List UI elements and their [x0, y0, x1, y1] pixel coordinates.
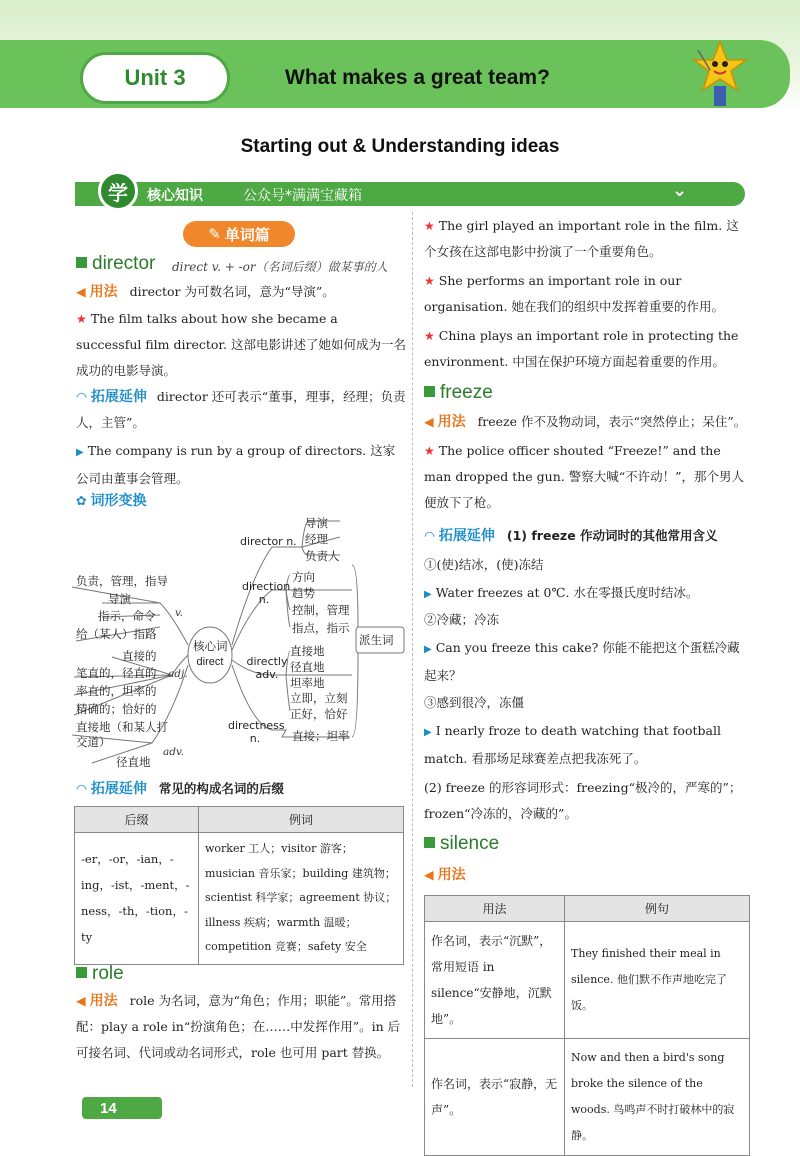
freeze-example-1: ★ The police officer shouted “Freeze!” and the man dropped the gun. 警察大喊“不许动！”，那个男人便放下了枪。	[424, 443, 745, 510]
mindmap-director-meaning: 导演	[305, 516, 328, 530]
freeze-meaning-3: ③感到很冷，冻僵	[424, 695, 525, 710]
mindmap-director-meaning: 负责人	[305, 549, 340, 563]
banner-label: 核心知识	[147, 188, 203, 204]
silence-usage-tag: ◀ 用法	[424, 867, 466, 883]
mindmap-direction-meaning: 指点，指示	[292, 621, 350, 635]
wifi-icon: ◠	[76, 389, 87, 404]
mindmap-v-meaning: 指示，命令	[98, 609, 156, 623]
banner-publisher: 公众号*满满宝藏箱	[243, 188, 362, 204]
table-header: 例词	[199, 807, 404, 833]
table-header: 后缀	[75, 807, 199, 833]
headword-freeze: freeze	[424, 382, 493, 404]
suffix-list: -er，-or，-ian，-ing，-ist，-ment，-ness，-th，-tion，-ty	[75, 833, 199, 965]
mindmap-directly-meaning: 径直地	[290, 660, 325, 674]
mindmap-directly-label: directly adv.	[246, 655, 288, 681]
mindmap-directly-meaning: 直接地	[290, 644, 325, 658]
wifi-icon: ◠	[424, 528, 435, 543]
freeze-usage: ◀ 用法 freeze 作不及物动词，表示“突然停止；呆住”。	[424, 414, 747, 430]
mindmap-adv-meaning: 直接地（和某人打交道）	[76, 720, 168, 749]
role-example-3: ★ China plays an important role in protecting the environment. 中国在保护环境方面起着重要的作用。	[424, 328, 739, 369]
mindmap-core: 核心词 direct	[193, 639, 228, 668]
column-divider	[412, 212, 413, 1087]
mindmap-directly-meaning: 坦率地	[290, 676, 325, 690]
mindmap-direction-meaning: 趋势	[292, 586, 315, 600]
mindmap-v-label: v.	[175, 607, 184, 619]
headword-director: director	[76, 253, 155, 275]
table-row: 作名词，表示“沉默”，常用短语 in silence“安静地，沉默地”。 They finished their meal in silence. 他们默不作声地吃完了饭。	[425, 922, 750, 1039]
role-example-1: ★ The girl played an important role in the film. 这个女孩在这部电影中扮演了一个重要角色。	[424, 218, 739, 259]
freeze-extension: ◠ 拓展延伸 (1) freeze 作动词时的其他常用含义	[424, 528, 718, 544]
mindmap-derived: 派生词	[359, 633, 394, 647]
director-example-2: ▶ The company is run by a group of directors. 这家公司由董事会管理。	[76, 443, 396, 486]
mindmap-direction-meaning: 控制，管理	[292, 603, 350, 617]
wifi-icon: ◠	[76, 781, 87, 796]
mindmap-direction-meaning: 方向	[292, 570, 315, 584]
mindmap-direction-label: direction n.	[242, 580, 291, 606]
suffix-example: illness 疾病；warmth 温暖；	[205, 915, 357, 929]
mindmap-adv-meaning: 径直地	[116, 755, 151, 769]
director-usage: ◀ 用法 director 为可数名词，意为“导演”。	[76, 284, 335, 300]
mindmap-adj-meaning: 直接的	[122, 649, 157, 663]
table-header: 用法	[425, 896, 565, 922]
megaphone-icon: ◀	[424, 867, 434, 882]
megaphone-icon: ◀	[76, 284, 86, 299]
mindmap-directly-meaning: 立即，立刻	[290, 691, 348, 705]
word-forms-tag: ✿ 词形变换	[76, 493, 147, 509]
mindmap-v-meaning: 负责，管理，指导	[76, 574, 168, 588]
suffix-example: competition 竞赛；safety 安全	[205, 940, 367, 953]
suffix-example: worker 工人；visitor 游客；	[205, 842, 353, 855]
mindmap-v-meaning: 导演	[108, 592, 131, 606]
director-extension: ◠ 拓展延伸 director 还可表示“董事，理事，经理；负责人，主管”。	[76, 389, 406, 430]
freeze-adjective-form: (2) freeze 的形容词形式：freezing“极冷的，严寒的”；frozen“冷冻的，冷藏的”。	[424, 780, 742, 821]
mindmap-adj-meaning: 率直的，坦率的	[76, 684, 157, 698]
page-number: 14	[82, 1097, 162, 1119]
freeze-meaning-2: ②冷藏；冷冻	[424, 612, 500, 627]
study-badge-icon: 学	[98, 171, 138, 211]
suffix-extension: ◠ 拓展延伸 常见的构成名词的后缀	[76, 781, 284, 797]
star-mascot-icon	[690, 40, 750, 110]
mindmap-adj-meaning: 精确的；恰好的	[76, 702, 157, 716]
role-usage: ◀ 用法 role 为名词，意为“角色；作用；职能”。常用搭配：play a role in“扮演角色；在……中发挥作用”。in 后可接名词、代词或动名词形式，role 也可用 part 替换。	[76, 993, 401, 1060]
vocab-section-tag: ✎ 单词篇	[183, 221, 295, 247]
unit-label: Unit 3	[80, 52, 230, 104]
mindmap-director-label: director n.	[240, 535, 297, 548]
unit-title: What makes a great team?	[285, 66, 550, 89]
director-example-1: ★ The film talks about how she became a successful film director. 这部电影讲述了她如何成为一名成功的电影导演。	[76, 311, 407, 378]
table-row: 作名词，表示“寂静，无声”。 Now and then a bird's song broke the silence of the woods. 鸟鸣声不时打破林中的寂静。	[425, 1039, 750, 1156]
table-header: 例句	[565, 896, 750, 922]
freeze-meaning-1-example: ▶ Water freezes at 0℃. 水在零摄氏度时结冰。	[424, 585, 699, 600]
freeze-meaning-1: ①(使)结冰，(使)冻结	[424, 557, 544, 572]
director-note: direct v. + -or（名词后缀）做某事的人	[172, 260, 388, 274]
mindmap-directness-label: directness n.	[228, 719, 285, 745]
flower-icon: ✿	[76, 493, 87, 508]
headword-silence: silence	[424, 833, 499, 855]
headword-role: role	[76, 963, 124, 985]
megaphone-icon: ◀	[76, 993, 86, 1008]
mindmap-directness-meaning: 直接；坦率	[292, 729, 350, 743]
mindmap-director-meaning: 经理	[305, 532, 328, 546]
pencil-icon: ✎	[208, 225, 221, 243]
megaphone-icon: ◀	[424, 414, 434, 429]
silence-table	[424, 895, 750, 1156]
mindmap-v-meaning: 给（某人）指路	[76, 627, 157, 641]
suffix-example: scientist 科学家；agreement 协议；	[205, 891, 397, 904]
role-example-2: ★ She performs an important role in our organisation. 她在我们的组织中发挥着重要的作用。	[424, 273, 724, 314]
section-title: Starting out & Understanding ideas	[240, 136, 560, 157]
chevron-down-icon[interactable]: ⌄	[672, 180, 688, 201]
suffix-example: musician 音乐家；building 建筑物；	[205, 866, 396, 880]
mindmap-adj-meaning: 笔直的，径直的	[76, 666, 157, 680]
mindmap-directly-meaning: 正好，恰好	[290, 707, 348, 721]
mindmap-adv-label: adv.	[163, 746, 185, 758]
suffix-table	[74, 806, 404, 965]
freeze-meaning-2-example: ▶ Can you freeze this cake? 你能不能把这个蛋糕冷藏起来？	[424, 640, 740, 683]
freeze-meaning-3-example: ▶ I nearly froze to death watching that football match. 看那场足球赛差点把我冻死了。	[424, 723, 721, 766]
mindmap-adj-label: adj.	[168, 668, 188, 680]
